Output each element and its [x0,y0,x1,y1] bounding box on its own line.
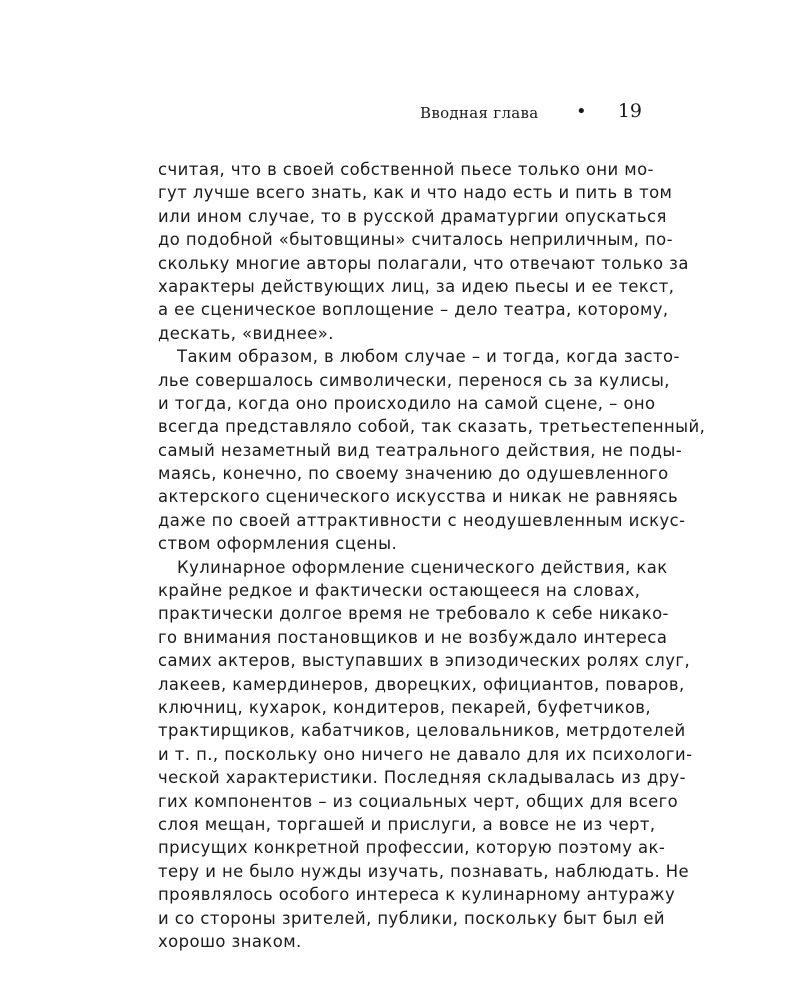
text-line: актерского сценического искусства и никак не равняясь [158,487,679,507]
text-line: до подобной «бытовщины» считалось неприличным, по- [158,230,674,250]
text-line: а ее сценическое воплощение – дело театра, которому, [158,300,669,320]
text-line: характеры действующих лиц, за идею пьесы и ее текст, [158,276,675,296]
text-line: и т. п., поскольку оно ничего не давало для их психологи- [158,744,693,764]
text-line: маясь, конечно, по своему значению до одушевленного [158,464,669,484]
text-line: присущих конкретной профессии, которую поэтому ак- [158,838,666,858]
text-line: го внимания постановщиков и не возбуждало интереса [158,627,668,647]
body-text [158,158,706,953]
text-line: считая, что в своей собственной пьесе только они мо- [158,160,654,179]
text-line: или ином случае, то в русской драматургии опускаться [158,206,667,226]
text-line: крайне редкое и фактически остающееся на словах, [158,581,641,601]
text-line: всегда представляло собой, так сказать, третьестепенный, [158,417,706,437]
paragraph [158,345,706,556]
text-line: даже по своей аттрактивности с неодушевленным искус- [158,510,686,530]
paragraph [158,158,689,345]
text-line: ством оформления сцены. [158,534,398,554]
text-line: самих актеров, выступавших в эпизодических ролях слуг, [158,651,691,671]
text-line: и тогда, когда оно происходило на самой сцене, – оно [158,393,656,413]
text-line: лакеев, камердинеров, дворецких, официантов, поваров, [158,674,685,694]
page-number: 19 [617,100,642,122]
text-line: скольку многие авторы полагали, что отвечают только за [158,253,689,273]
text-line: ческой характеристики. Последняя складывалась из дру- [158,768,687,788]
text-line: слоя мещан, торгашей и прислуги, а вовсе не из черт, [158,814,656,834]
text-line: дескать, «виднее». [158,323,334,343]
text-line: Таким образом, в любом случае – и тогда, когда засто- [177,347,680,367]
text-line: трактирщиков, кабатчиков, целовальников, метрдотелей [158,721,686,741]
text-line: гих компонентов – из социальных черт, общих для всего [158,791,679,811]
text-line: гут лучше всего знать, как и что надо есть и пить в том [158,183,673,203]
text-line: лье совершалось символически, перенося сь за кулисы, [158,370,670,390]
text-line: проявлялось особого интереса к кулинарному антуражу [158,885,676,905]
text-line: самый незаметный вид театрального действия, не поды- [158,440,683,460]
text-line: и со стороны зрителей, публики, поскольку быт был ей [158,908,665,928]
text-line: хорошо знаком. [158,931,302,951]
text-line: теру и не было нужды изучать, познавать, наблюдать. Не [158,861,690,881]
running-header [420,100,642,122]
header-bullet: • [576,101,587,122]
paragraph [158,556,693,954]
chapter-title: Вводная глава [420,104,539,122]
text-line: Кулинарное оформление сценического действия, как [177,557,668,577]
text-line: ключниц, кухарок, кондитеров, пекарей, буфетчиков, [158,697,652,717]
text-line: практически долгое время не требовало к себе никако- [158,604,669,624]
